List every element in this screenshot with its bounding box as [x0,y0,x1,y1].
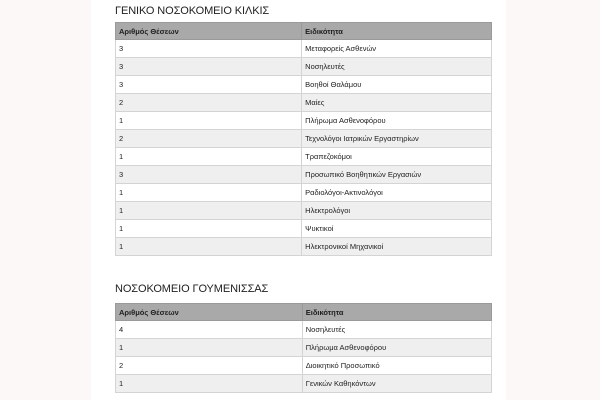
positions-count-cell: 2 [116,130,302,148]
positions-count-cell: 1 [116,238,302,256]
table-row [116,339,492,357]
specialty-cell: Νοσηλευτές [302,321,491,339]
section-title-kilkis-hospital: ΓΕΝΙΚΟ ΝΟΣΟΚΟΜΕΙΟ ΚΙΛΚΙΣ [115,5,270,17]
column-header-positions: Αριθμός Θέσεων [116,304,303,321]
specialty-cell: Ραδιολόγοι-Ακτινολόγοι [302,184,492,202]
table-row [116,184,492,202]
positions-count-cell: 3 [116,166,302,184]
column-header-specialty: Ειδικότητα [302,304,491,321]
table-header-row [116,23,492,40]
positions-count-cell: 1 [116,202,302,220]
positions-count-cell: 2 [116,94,302,112]
table-row [116,166,492,184]
positions-count-cell: 1 [116,184,302,202]
positions-count-cell: 1 [116,112,302,130]
table-row [116,58,492,76]
table-row [116,202,492,220]
table-row [116,130,492,148]
positions-count-cell: 1 [116,148,302,166]
table-header-row [116,304,492,321]
positions-table-goumenissa [115,303,492,393]
specialty-cell: Γενικών Καθηκόντων [302,375,491,393]
table-row [116,112,492,130]
positions-count-cell: 4 [116,321,303,339]
specialty-cell: Διοικητικό Προσωπικό [302,357,491,375]
positions-count-cell: 1 [116,220,302,238]
table-row [116,148,492,166]
table-row [116,357,492,375]
specialty-cell: Μαίες [302,94,492,112]
specialty-cell: Νοσηλευτές [302,58,492,76]
table-row [116,40,492,58]
specialty-cell: Ψυκτικοί [302,220,492,238]
section-title-goumenissa-hospital: ΝΟΣΟΚΟΜΕΙΟ ΓΟΥΜΕΝΙΣΣΑΣ [115,283,269,295]
table-row [116,375,492,393]
positions-count-cell: 3 [116,58,302,76]
specialty-cell: Ηλεκτρονικοί Μηχανικοί [302,238,492,256]
column-header-specialty: Ειδικότητα [302,23,492,40]
positions-count-cell: 1 [116,375,303,393]
table-row [116,238,492,256]
positions-table-kilkis [115,22,492,256]
positions-count-cell: 2 [116,357,303,375]
specialty-cell: Προσωπικό Βοηθητικών Εργασιών [302,166,492,184]
positions-count-cell: 1 [116,339,303,357]
table-row [116,76,492,94]
specialty-cell: Πλήρωμα Ασθενοφόρου [302,339,491,357]
specialty-cell: Πλήρωμα Ασθενοφόρου [302,112,492,130]
column-header-positions: Αριθμός Θέσεων [116,23,302,40]
specialty-cell: Ηλεκτρολόγοι [302,202,492,220]
specialty-cell: Τραπεζοκόμοι [302,148,492,166]
specialty-cell: Βοηθοί Θαλάμου [302,76,492,94]
positions-count-cell: 3 [116,40,302,58]
positions-count-cell: 3 [116,76,302,94]
specialty-cell: Μεταφορείς Ασθενών [302,40,492,58]
table-row [116,94,492,112]
table-row [116,321,492,339]
specialty-cell: Τεχνολόγοι Ιατρικών Εργαστηρίων [302,130,492,148]
table-row [116,220,492,238]
